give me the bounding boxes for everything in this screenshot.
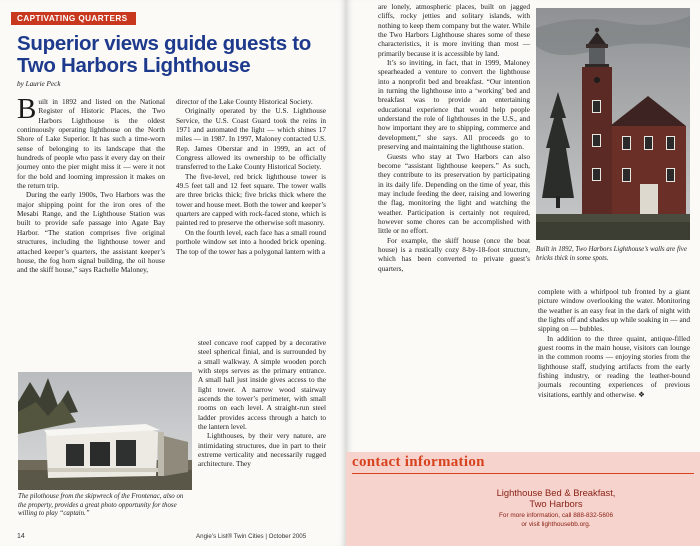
paragraph: Guests who stay at Two Harbors can also become “assistant lighthouse keepers.” As such, they contribute to its preservation by participating in its daily life. Depending on the time of year, this may include feeding the deer, raising and lowering the flag, monitoring the light and watching the weather. Participation is certainly not required, however some chores can be accomplished with little or no effort. (378, 151, 530, 236)
business-name-line: Two Harbors (529, 498, 583, 509)
contact-phone-line: For more information, call 888-832-5606 (498, 512, 614, 519)
paragraph-text: uilt in 1892 and listed on the National Register of Historic Places, the Two Harbors Lighthouse is the oldest continuously operating lighthouse on the North Shore of Lake Superior. It has such a time-worn sense of belonging to its landscape that the hundreds of people who pass it every day on their journey onto the pier might miss it — were it not for the bold and looming impression it makes on the return trip. (17, 97, 165, 191)
article-headline: Superior views guide guests to Two Harbors Lighthouse (17, 32, 312, 77)
paragraph: director of the Lake County Historical Society. (176, 97, 313, 106)
business-name-line: Lighthouse Bed & Breakfast, (496, 487, 616, 498)
right-page (346, 0, 700, 546)
contact-business-name (476, 487, 636, 509)
paragraph: It’s so inviting, in fact, that in 1999, Maloney spearheaded a venture to convert the lighthouse into a nonprofit bed and breakfast. “Our intention in turning the lighthouse into a ‘working’ bed and breakfast was to provide an entertaining educational experience that would help people understand the role of lighthouses in the U.S., and how important they are to shipping, commerce and development,” she says. All proceeds go to preserving and maintaining the lighthouse station. (378, 58, 530, 152)
left-column-2-bottom (198, 338, 326, 469)
contact-information-box (346, 452, 700, 546)
paragraph: complete with a whirlpool tub fronted by a giant picture window overlooking the water. Monitoring the weather is an easy feat in the dark of night with the lights off and shades up while soaking in — and sipping on — bubbles. (538, 287, 690, 334)
pilothouse-image (18, 372, 192, 490)
lighthouse-photo-caption: Built in 1892, Two Harbors Lighthouse’s walls are five bricks thick in some spots. (536, 246, 687, 262)
drop-cap: B (17, 93, 37, 125)
contact-divider (352, 473, 694, 474)
paragraph: Originally operated by the U.S. Lighthouse Service, the U.S. Coast Guard took the reins in 1971 and automated the light — which shines 17 miles — in 1987. In 1997, Maloney contacted U.S. Rep. James Oberstar and in 1999, an act of Congress allowed its ownership to be officially transferred to the Lake County Historical Society. (176, 106, 326, 172)
lighthouse-photo (536, 8, 690, 240)
paragraph: For example, the skiff house (once the boat house) is a rustically cozy 8-by-18-foot structure, which has been converted to private guest’s quarters, (378, 235, 530, 273)
byline: by Laurie Peck (17, 80, 61, 88)
contact-website-line: or visit lighthousebb.org. (521, 520, 591, 528)
section-kicker: CAPTIVATING QUARTERS (11, 12, 136, 25)
paragraph: In addition to the three quaint, antique-filled guest rooms in the main house, visitors can lounge in the common rooms — enjoying stories from the lighthouse staff, studying artifacts from the early fishing industry, or reading the leather-bound journals recounting experiences of previous visitations, earthly and otherwise. ❖ (538, 333, 690, 399)
left-column-2-top (176, 97, 326, 256)
right-column-2 (538, 287, 690, 399)
lighthouse-image (536, 8, 690, 240)
pilothouse-photo (18, 372, 192, 490)
publication-footer: Angie’s List® Twin Cities | October 2005 (196, 533, 307, 540)
paragraph: steel concave roof capped by a decorative steel spherical finial, and is surrounded by a small walkway. A simple wooden porch with steps serves as the primary entrance. A small hall just inside gives access to the light tower. A narrow wood stairway ascends the tower’s perimeter, with small rooms on each level. A straight-run steel ladder provides access through a hatch to the lantern level. (198, 338, 326, 432)
page-number: 14 (17, 533, 25, 540)
paragraph: On the fourth level, each face has a small round porthole window set into a hooded brick opening. The top of the tower has a polygonal lantern with a (176, 227, 326, 256)
contact-header: contact information (352, 454, 485, 470)
left-column-1 (17, 93, 165, 275)
paragraph: Lighthouses, by their very nature, are intimidating structures, due in part to their extreme verticality and necessarily rugged architecture. They (198, 431, 326, 469)
paragraph: The five-level, red brick lighthouse tower is 49.5 feet tall and 12 feet square. The tower walls are three bricks thick; five bricks thick where the tower and house meet. Both the tower and keeper’s quarters are capped with rock-faced stone, which is painted red to preserve the otherwise soft masonry. (176, 171, 326, 228)
paragraph (17, 93, 165, 191)
contact-details (476, 512, 636, 529)
paragraph: During the early 1900s, Two Harbors was the major shipping point for the iron ores of the Mesabi Range, and the Lighthouse Station was built to provide safe passage into Agate Bay Harbor. “The station comprises five original structures, including the lighthouse tower and attached keeper’s quarters, the assistant keeper’s house, the fog horn signal building, the oil house and the skiff house,” says Rachelle Maloney, (17, 190, 165, 275)
pilothouse-photo-caption: The pilothouse from the skipwreck of the Frontenac, also on the property, provides a great photo opportunity for those willing to play “captain.” (18, 493, 184, 518)
right-column-1 (378, 2, 530, 273)
paragraph: are lonely, atmospheric places, built on jagged cliffs, rocky jetties and solitary islands, with nothing to keep them company but the water. While the Two Harbors Lighthouse shares some of these characteristics, it is more inviting than most — primarily because it is accessible by land. (378, 2, 530, 58)
left-page (0, 0, 346, 546)
